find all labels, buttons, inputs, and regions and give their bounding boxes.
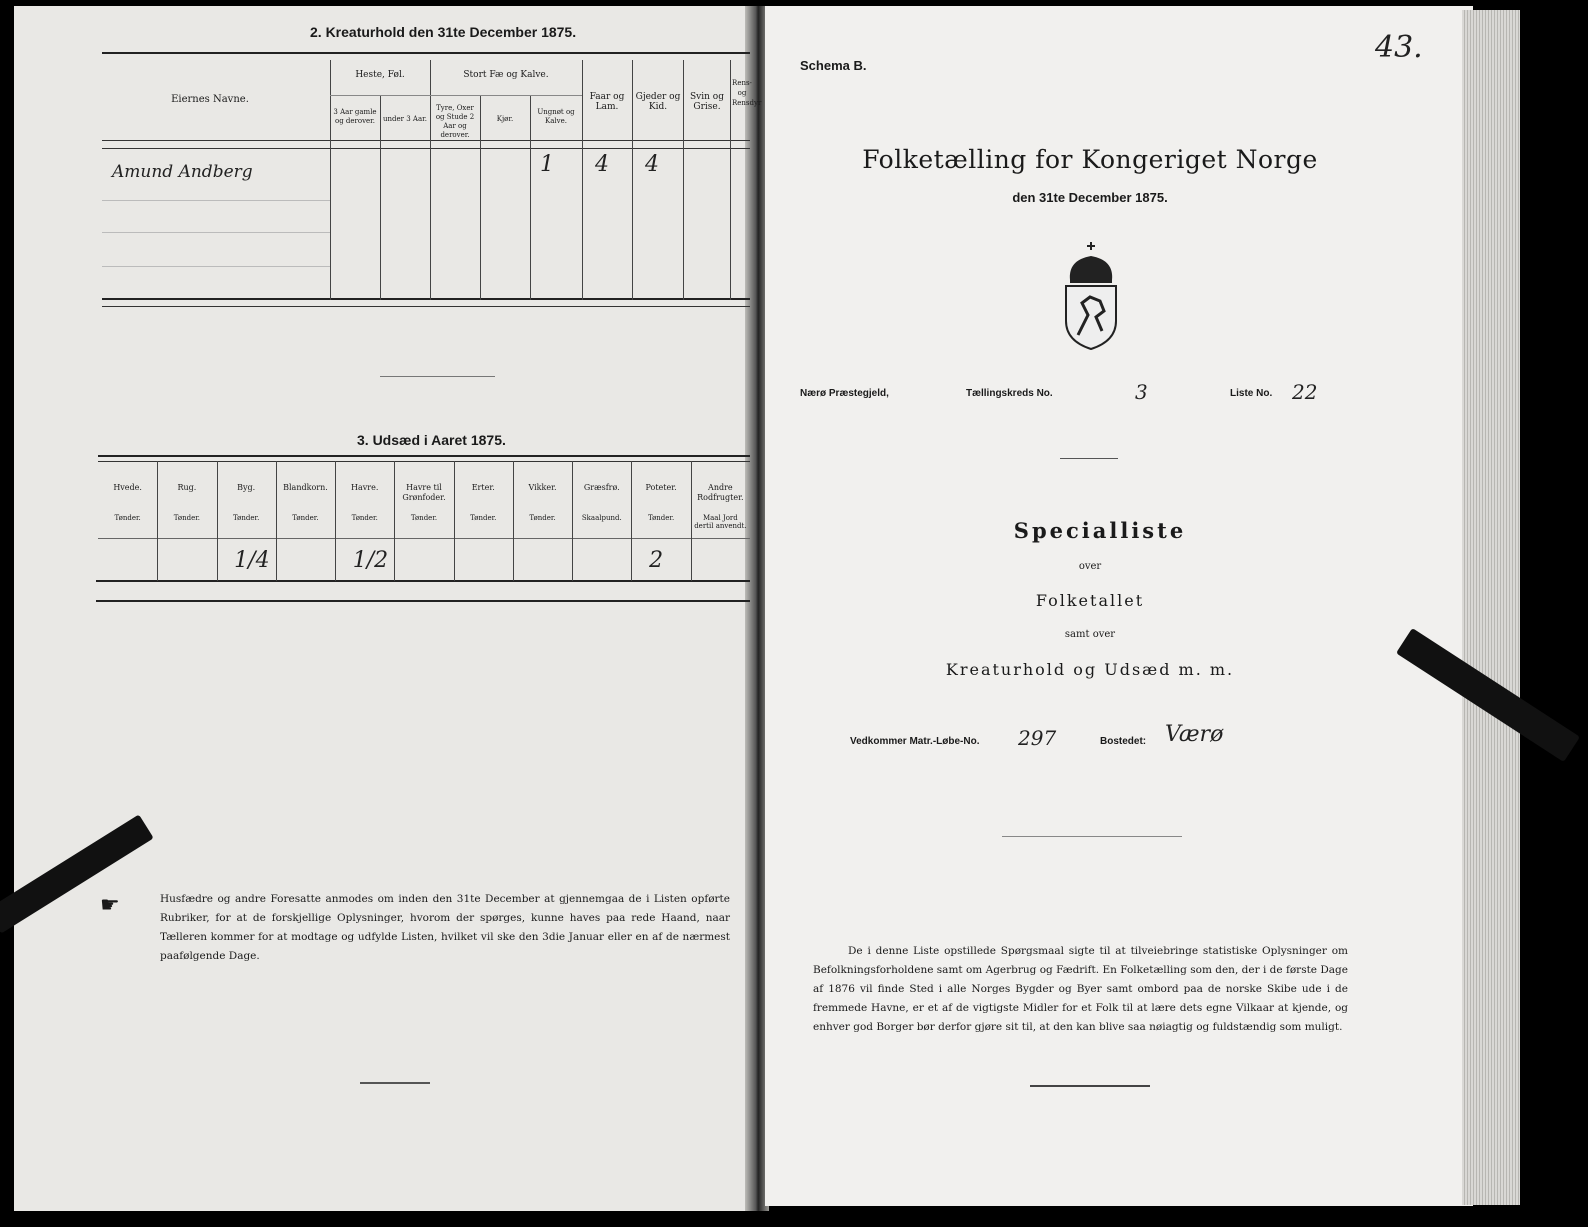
storfae-sub2: Kjør. bbox=[496, 115, 514, 123]
section3-title: 3. Udsæd i Aaret 1875. bbox=[357, 432, 506, 448]
udsaed-col-unit: Skaalpund. bbox=[581, 514, 622, 522]
table2-top-rule bbox=[102, 52, 750, 54]
udsaed-col-divider bbox=[691, 461, 692, 581]
udsaed-col-header: Erter. bbox=[471, 483, 495, 492]
udsaed-col-unit: Tønder. bbox=[114, 514, 141, 522]
udsaed-col-header: Byg. bbox=[237, 483, 256, 492]
ungnot-cell: 1 bbox=[540, 152, 554, 177]
matr-value: 297 bbox=[1018, 726, 1057, 750]
notice-text: Husfædre og andre Foresatte anmodes om inden den 31te December at gjennemgaa de i Listen opførte Rubriker, for at de forskjellige Oplysninger, hvorom der spørges, kunne haves paa rede Haand, naar Tælleren kommer for at modtage og udfylde Listen, hvilket vil ske den 3die Januar eller en af de nærmest paafølgende Dage. bbox=[160, 893, 730, 962]
group-rule bbox=[330, 95, 430, 96]
specialliste-title: Specialliste bbox=[1013, 518, 1187, 543]
intro-paragraph: De i denne Liste opstillede Spørgsmaal sigte til at tilveiebringe statistiske Oplysninger om Befolkningsforholdene samt om Agerbrug og Fædrift. En Folketælling som den, der i de første Dage af 1876 vil finde Sted i alle Norges Bygder og Byer samt ombord paa de norske Skibe ude i de fremmede Havne, er et af de vigtigste Midler for et Folk til at lære dets egne Vilkaar at kjende, og enhver god Borger bør derfor gjøre sit til, at den kan blive saa nøiagtig og fuldstændig som muligt. bbox=[813, 945, 1348, 1033]
gjeder-cell: 4 bbox=[645, 152, 659, 177]
col-divider bbox=[380, 95, 381, 300]
udsaed-col-unit: Tønder. bbox=[233, 514, 260, 522]
row-rule bbox=[102, 232, 330, 233]
prestegjeld: Nærø Præstegjeld, bbox=[800, 388, 889, 399]
row-rule bbox=[102, 200, 330, 201]
udsaed-col-divider bbox=[631, 461, 632, 581]
samt-over-text: samt over bbox=[1064, 629, 1116, 640]
udsaed-col-header: Rug. bbox=[177, 483, 197, 492]
udsaed-col-unit: Tønder. bbox=[647, 514, 675, 522]
udsaed-col-unit: Tønder. bbox=[410, 514, 438, 522]
faar-cell: 4 bbox=[595, 152, 609, 177]
norwegian-coat-of-arms-icon bbox=[1060, 240, 1122, 352]
separator bbox=[360, 1082, 430, 1084]
udsaed-col-unit: Maal Jord dertil anvendt. bbox=[694, 514, 747, 530]
page-number: 43. bbox=[1375, 30, 1423, 65]
col-divider bbox=[632, 60, 633, 300]
udsaed-col-header: Hvede. bbox=[113, 483, 142, 492]
udsaed-col-divider bbox=[276, 461, 277, 581]
udsaed-col-divider bbox=[572, 461, 573, 581]
owner-name-cell: Amund Andberg bbox=[112, 162, 253, 182]
folketallet-text: Folketallet bbox=[1035, 591, 1145, 610]
udsaed-col-divider bbox=[513, 461, 514, 581]
col-divider bbox=[430, 60, 431, 300]
udsaed-col-divider bbox=[335, 461, 336, 581]
udsaed-col-header: Havre. bbox=[351, 483, 379, 492]
col-divider bbox=[582, 60, 583, 300]
table3-header-rule bbox=[98, 538, 750, 539]
heste-header: Heste, Føl. bbox=[355, 70, 405, 80]
heste-sub2: under 3 Aar. bbox=[383, 115, 427, 123]
udsaed-col-unit: Tønder. bbox=[529, 514, 556, 522]
udsaed-col-divider bbox=[217, 461, 218, 581]
udsaed-value-cell: 1/4 bbox=[234, 548, 270, 573]
table3-top-rule bbox=[98, 455, 750, 457]
separator bbox=[1060, 458, 1118, 459]
udsaed-col-header: Poteter. bbox=[645, 483, 677, 492]
storfae-header: Stort Fæ og Kalve. bbox=[463, 70, 549, 80]
col-divider bbox=[330, 60, 331, 300]
svin-header: Svin og Grise. bbox=[690, 92, 724, 112]
udsaed-col-divider bbox=[454, 461, 455, 581]
kreaturhold-text: Kreaturhold og Udsæd m. m. bbox=[945, 660, 1235, 679]
udsaed-col-unit: Tønder. bbox=[351, 514, 378, 522]
main-title: Folketælling for Kongeriget Norge bbox=[862, 145, 1318, 174]
table3-bottom-rule2 bbox=[96, 600, 750, 602]
table3-bottom-rule bbox=[96, 580, 750, 582]
udsaed-col-divider bbox=[157, 461, 158, 581]
udsaed-col-header: Græsfrø. bbox=[583, 483, 620, 492]
schema-label: Schema B. bbox=[800, 58, 867, 73]
udsaed-col-header: Havre til Grønfoder. bbox=[402, 483, 446, 502]
liste-label: Liste No. bbox=[1230, 388, 1273, 399]
col-divider bbox=[480, 95, 481, 300]
storfae-sub3: Ungnøt og Kalve. bbox=[537, 108, 575, 125]
kreds-label: Tællingskreds No. bbox=[966, 388, 1053, 399]
udsaed-col-header: Blandkorn. bbox=[283, 483, 328, 492]
col-divider bbox=[683, 60, 684, 300]
table2-bottom-rule bbox=[102, 298, 750, 300]
gjeder-header: Gjeder og Kid. bbox=[635, 92, 681, 112]
table2-header-rule2 bbox=[102, 148, 750, 149]
liste-value: 22 bbox=[1292, 380, 1318, 404]
rens-header: Rens- og Rensdyr bbox=[732, 79, 762, 107]
left-page bbox=[14, 6, 762, 1211]
over-text: over bbox=[1078, 561, 1102, 572]
udsaed-col-header: Andre Rodfrugter. bbox=[697, 483, 744, 502]
bosted-value: Værø bbox=[1165, 722, 1224, 747]
owner-names-header: Eiernes Navne. bbox=[171, 94, 249, 105]
udsaed-value-cell: 1/2 bbox=[352, 548, 389, 573]
matr-label: Vedkommer Matr.-Løbe-No. bbox=[850, 736, 980, 747]
storfae-sub1: Tyre, Oxer og Stude 2 Aar og derover. bbox=[435, 104, 475, 139]
section2-title: 2. Kreaturhold den 31te December 1875. bbox=[310, 24, 577, 40]
udsaed-value-cell: 2 bbox=[649, 548, 664, 573]
separator bbox=[380, 376, 495, 377]
table2-header-rule bbox=[102, 140, 750, 141]
udsaed-col-header: Vikker. bbox=[528, 483, 557, 492]
table2-bottom-rule2 bbox=[102, 306, 750, 307]
separator bbox=[1030, 1085, 1150, 1087]
col-divider bbox=[730, 60, 731, 300]
pointing-hand-icon: ☛ bbox=[100, 893, 120, 918]
group-rule bbox=[430, 95, 582, 96]
census-date: den 31te December 1875. bbox=[1012, 190, 1168, 205]
udsaed-col-unit: Tønder. bbox=[292, 514, 319, 522]
udsaed-col-unit: Tønder. bbox=[470, 514, 497, 522]
heste-sub1: 3 Aar gamle og derover. bbox=[333, 108, 377, 125]
kreds-value: 3 bbox=[1135, 380, 1148, 404]
udsaed-col-divider bbox=[394, 461, 395, 581]
udsaed-col-unit: Tønder. bbox=[173, 514, 201, 522]
row-rule bbox=[102, 266, 330, 267]
separator bbox=[1002, 836, 1182, 837]
table3-top-rule2 bbox=[98, 461, 750, 462]
faar-header: Faar og Lam. bbox=[589, 92, 625, 112]
page-edges bbox=[1462, 10, 1520, 1205]
bosted-label: Bostedet: bbox=[1100, 736, 1147, 747]
